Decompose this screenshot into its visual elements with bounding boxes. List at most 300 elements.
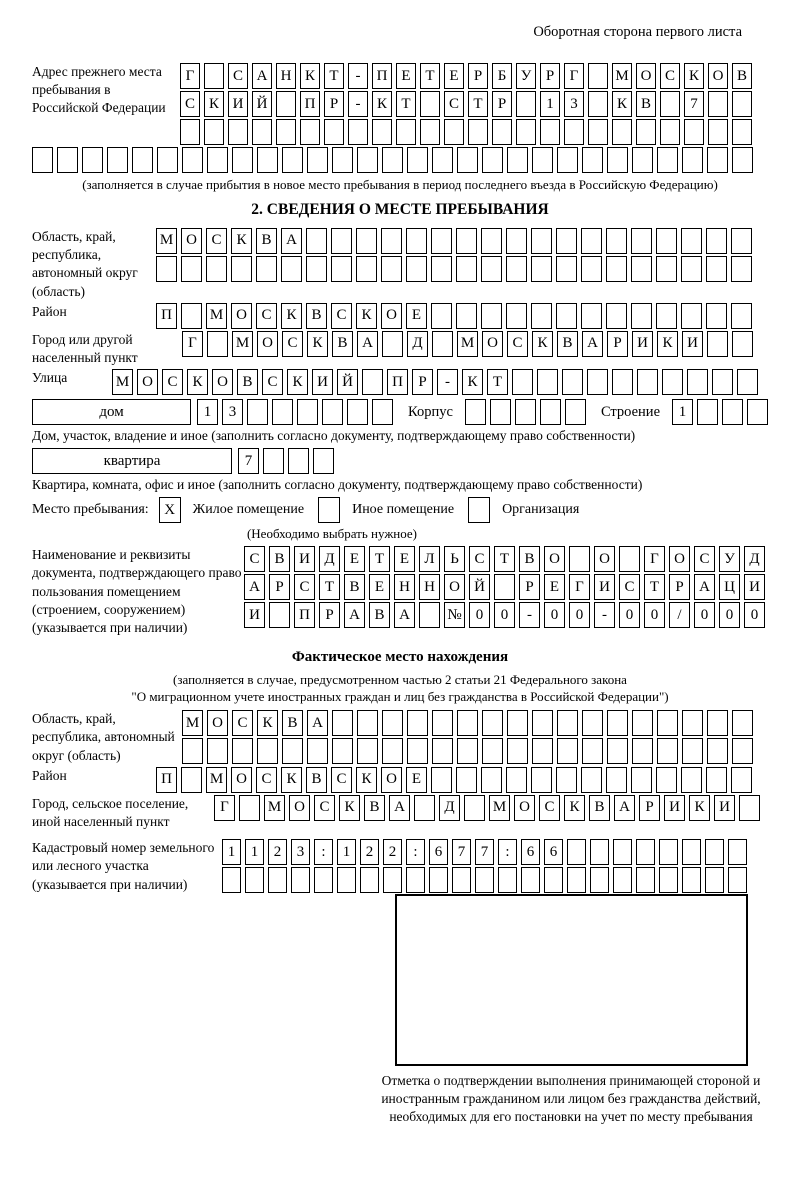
char-cell[interactable]: 1 <box>197 399 218 425</box>
char-cell[interactable]: К <box>689 795 710 821</box>
char-cell[interactable] <box>631 303 652 329</box>
char-cell[interactable] <box>420 119 440 145</box>
char-cell[interactable]: Т <box>494 546 515 572</box>
char-cell[interactable] <box>707 147 728 173</box>
checkbox-other-premises[interactable] <box>318 497 340 523</box>
char-cell[interactable] <box>607 738 628 764</box>
char-cell[interactable]: Р <box>319 602 340 628</box>
char-cell[interactable] <box>657 710 678 736</box>
char-cell[interactable] <box>482 738 503 764</box>
char-cell[interactable]: К <box>287 369 308 395</box>
char-cell[interactable]: В <box>732 63 752 89</box>
char-cell[interactable] <box>582 147 603 173</box>
char-cell[interactable] <box>245 867 264 893</box>
char-cell[interactable] <box>612 369 633 395</box>
char-cell[interactable] <box>507 147 528 173</box>
char-cell[interactable] <box>306 256 327 282</box>
char-cell[interactable]: В <box>557 331 578 357</box>
char-cell[interactable] <box>659 839 678 865</box>
char-cell[interactable] <box>156 256 177 282</box>
char-cell[interactable] <box>429 867 448 893</box>
char-cell[interactable]: М <box>457 331 478 357</box>
char-cell[interactable] <box>606 256 627 282</box>
char-cell[interactable]: Д <box>744 546 765 572</box>
char-cell[interactable] <box>506 303 527 329</box>
char-cell[interactable] <box>681 767 702 793</box>
char-cell[interactable] <box>613 839 632 865</box>
char-cell[interactable] <box>557 147 578 173</box>
char-cell[interactable]: С <box>232 710 253 736</box>
char-cell[interactable]: И <box>632 331 653 357</box>
char-cell[interactable] <box>307 147 328 173</box>
char-cell[interactable]: О <box>381 767 402 793</box>
char-cell[interactable]: М <box>206 303 227 329</box>
char-cell[interactable] <box>612 119 632 145</box>
char-cell[interactable] <box>587 369 608 395</box>
char-cell[interactable]: И <box>244 602 265 628</box>
char-cell[interactable]: 0 <box>569 602 590 628</box>
char-cell[interactable]: С <box>444 91 464 117</box>
char-cell[interactable]: У <box>516 63 536 89</box>
char-cell[interactable] <box>706 228 727 254</box>
char-cell[interactable]: Г <box>564 63 584 89</box>
char-cell[interactable] <box>465 399 486 425</box>
char-cell[interactable]: 6 <box>544 839 563 865</box>
char-cell[interactable]: Т <box>324 63 344 89</box>
char-cell[interactable] <box>684 119 704 145</box>
char-cell[interactable]: К <box>281 767 302 793</box>
char-cell[interactable] <box>356 256 377 282</box>
char-cell[interactable] <box>636 839 655 865</box>
char-cell[interactable]: В <box>256 228 277 254</box>
char-cell[interactable]: Е <box>344 546 365 572</box>
char-cell[interactable]: К <box>372 91 392 117</box>
char-cell[interactable]: И <box>682 331 703 357</box>
apartment-type-box[interactable]: квартира <box>32 448 232 474</box>
char-cell[interactable]: № <box>444 602 465 628</box>
char-cell[interactable] <box>481 767 502 793</box>
char-cell[interactable]: Р <box>669 574 690 600</box>
char-cell[interactable]: С <box>694 546 715 572</box>
char-cell[interactable] <box>406 228 427 254</box>
char-cell[interactable]: Б <box>492 63 512 89</box>
char-cell[interactable]: А <box>357 331 378 357</box>
char-cell[interactable]: - <box>348 91 368 117</box>
char-cell[interactable] <box>619 546 640 572</box>
char-cell[interactable]: О <box>669 546 690 572</box>
char-cell[interactable] <box>682 867 701 893</box>
char-cell[interactable]: Т <box>468 91 488 117</box>
char-cell[interactable] <box>540 399 561 425</box>
char-cell[interactable]: Й <box>337 369 358 395</box>
char-cell[interactable]: В <box>269 546 290 572</box>
char-cell[interactable]: С <box>469 546 490 572</box>
char-cell[interactable] <box>357 147 378 173</box>
char-cell[interactable] <box>272 399 293 425</box>
char-cell[interactable] <box>475 867 494 893</box>
char-cell[interactable] <box>431 767 452 793</box>
char-cell[interactable]: А <box>281 228 302 254</box>
char-cell[interactable]: Г <box>180 63 200 89</box>
char-cell[interactable] <box>457 147 478 173</box>
char-cell[interactable] <box>207 147 228 173</box>
char-cell[interactable] <box>481 303 502 329</box>
char-cell[interactable] <box>257 147 278 173</box>
char-cell[interactable]: С <box>539 795 560 821</box>
char-cell[interactable] <box>181 303 202 329</box>
char-cell[interactable]: Г <box>214 795 235 821</box>
char-cell[interactable] <box>281 256 302 282</box>
char-cell[interactable]: 0 <box>744 602 765 628</box>
char-cell[interactable] <box>728 839 747 865</box>
char-cell[interactable]: 2 <box>360 839 379 865</box>
char-cell[interactable]: В <box>237 369 258 395</box>
char-cell[interactable]: Р <box>639 795 660 821</box>
char-cell[interactable] <box>581 303 602 329</box>
char-cell[interactable]: М <box>489 795 510 821</box>
char-cell[interactable] <box>532 147 553 173</box>
char-cell[interactable] <box>494 574 515 600</box>
char-cell[interactable]: О <box>289 795 310 821</box>
char-cell[interactable] <box>419 602 440 628</box>
char-cell[interactable]: П <box>294 602 315 628</box>
char-cell[interactable]: А <box>252 63 272 89</box>
char-cell[interactable] <box>331 256 352 282</box>
char-cell[interactable] <box>556 256 577 282</box>
char-cell[interactable] <box>521 867 540 893</box>
char-cell[interactable]: А <box>582 331 603 357</box>
char-cell[interactable]: С <box>162 369 183 395</box>
char-cell[interactable] <box>82 147 103 173</box>
char-cell[interactable] <box>313 448 334 474</box>
char-cell[interactable]: О <box>257 331 278 357</box>
char-cell[interactable] <box>722 399 743 425</box>
char-cell[interactable]: А <box>394 602 415 628</box>
char-cell[interactable] <box>382 710 403 736</box>
char-cell[interactable] <box>456 767 477 793</box>
char-cell[interactable] <box>656 303 677 329</box>
char-cell[interactable] <box>204 63 224 89</box>
char-cell[interactable]: А <box>307 710 328 736</box>
char-cell[interactable]: К <box>657 331 678 357</box>
char-cell[interactable] <box>324 119 344 145</box>
char-cell[interactable] <box>516 119 536 145</box>
char-cell[interactable]: М <box>182 710 203 736</box>
char-cell[interactable] <box>531 767 552 793</box>
char-cell[interactable] <box>444 119 464 145</box>
char-cell[interactable] <box>407 738 428 764</box>
char-cell[interactable] <box>556 303 577 329</box>
char-cell[interactable]: П <box>156 767 177 793</box>
char-cell[interactable] <box>662 369 683 395</box>
char-cell[interactable] <box>372 119 392 145</box>
char-cell[interactable] <box>636 119 656 145</box>
char-cell[interactable] <box>731 256 752 282</box>
char-cell[interactable] <box>659 867 678 893</box>
char-cell[interactable]: И <box>294 546 315 572</box>
char-cell[interactable] <box>360 867 379 893</box>
char-cell[interactable]: 0 <box>644 602 665 628</box>
char-cell[interactable]: В <box>306 767 327 793</box>
char-cell[interactable]: В <box>344 574 365 600</box>
char-cell[interactable] <box>228 119 248 145</box>
char-cell[interactable]: В <box>589 795 610 821</box>
char-cell[interactable] <box>581 228 602 254</box>
char-cell[interactable]: К <box>532 331 553 357</box>
char-cell[interactable]: О <box>212 369 233 395</box>
char-cell[interactable]: - <box>437 369 458 395</box>
char-cell[interactable] <box>588 63 608 89</box>
char-cell[interactable] <box>407 710 428 736</box>
char-cell[interactable]: С <box>507 331 528 357</box>
char-cell[interactable]: 0 <box>469 602 490 628</box>
char-cell[interactable]: А <box>389 795 410 821</box>
char-cell[interactable]: Г <box>644 546 665 572</box>
char-cell[interactable]: О <box>444 574 465 600</box>
char-cell[interactable] <box>182 147 203 173</box>
char-cell[interactable]: - <box>519 602 540 628</box>
char-cell[interactable]: Н <box>419 574 440 600</box>
char-cell[interactable] <box>582 710 603 736</box>
char-cell[interactable] <box>457 738 478 764</box>
char-cell[interactable] <box>431 256 452 282</box>
char-cell[interactable] <box>456 303 477 329</box>
char-cell[interactable]: И <box>664 795 685 821</box>
char-cell[interactable] <box>607 710 628 736</box>
char-cell[interactable]: Ц <box>719 574 740 600</box>
char-cell[interactable] <box>708 91 728 117</box>
char-cell[interactable]: С <box>294 574 315 600</box>
char-cell[interactable]: У <box>719 546 740 572</box>
char-cell[interactable]: О <box>231 767 252 793</box>
char-cell[interactable] <box>372 399 393 425</box>
char-cell[interactable] <box>32 147 53 173</box>
char-cell[interactable]: 2 <box>383 839 402 865</box>
char-cell[interactable] <box>107 147 128 173</box>
char-cell[interactable]: О <box>594 546 615 572</box>
char-cell[interactable] <box>657 147 678 173</box>
char-cell[interactable] <box>565 399 586 425</box>
char-cell[interactable]: И <box>744 574 765 600</box>
char-cell[interactable]: М <box>264 795 285 821</box>
char-cell[interactable] <box>567 839 586 865</box>
char-cell[interactable] <box>506 228 527 254</box>
char-cell[interactable]: К <box>356 303 377 329</box>
char-cell[interactable]: Р <box>468 63 488 89</box>
char-cell[interactable] <box>481 228 502 254</box>
char-cell[interactable]: Р <box>607 331 628 357</box>
char-cell[interactable] <box>682 147 703 173</box>
char-cell[interactable] <box>207 738 228 764</box>
char-cell[interactable] <box>706 303 727 329</box>
char-cell[interactable] <box>507 738 528 764</box>
char-cell[interactable] <box>452 867 471 893</box>
char-cell[interactable]: С <box>331 303 352 329</box>
char-cell[interactable]: О <box>482 331 503 357</box>
char-cell[interactable] <box>490 399 511 425</box>
char-cell[interactable]: А <box>694 574 715 600</box>
char-cell[interactable]: П <box>387 369 408 395</box>
char-cell[interactable] <box>432 710 453 736</box>
char-cell[interactable] <box>656 228 677 254</box>
char-cell[interactable] <box>206 256 227 282</box>
char-cell[interactable] <box>681 303 702 329</box>
char-cell[interactable] <box>682 710 703 736</box>
char-cell[interactable]: М <box>232 331 253 357</box>
char-cell[interactable]: М <box>112 369 133 395</box>
char-cell[interactable]: К <box>204 91 224 117</box>
char-cell[interactable]: 0 <box>544 602 565 628</box>
char-cell[interactable] <box>606 767 627 793</box>
char-cell[interactable] <box>322 399 343 425</box>
char-cell[interactable] <box>531 303 552 329</box>
char-cell[interactable]: Т <box>319 574 340 600</box>
char-cell[interactable]: - <box>348 63 368 89</box>
char-cell[interactable] <box>581 256 602 282</box>
char-cell[interactable] <box>207 331 228 357</box>
char-cell[interactable] <box>222 867 241 893</box>
char-cell[interactable]: О <box>207 710 228 736</box>
char-cell[interactable]: Е <box>406 767 427 793</box>
char-cell[interactable]: : <box>406 839 425 865</box>
char-cell[interactable] <box>732 738 753 764</box>
char-cell[interactable] <box>731 303 752 329</box>
char-cell[interactable] <box>697 399 718 425</box>
char-cell[interactable] <box>282 738 303 764</box>
char-cell[interactable]: 7 <box>452 839 471 865</box>
char-cell[interactable]: 3 <box>291 839 310 865</box>
char-cell[interactable] <box>362 369 383 395</box>
char-cell[interactable] <box>57 147 78 173</box>
char-cell[interactable] <box>632 710 653 736</box>
char-cell[interactable] <box>482 147 503 173</box>
char-cell[interactable]: 1 <box>672 399 693 425</box>
char-cell[interactable] <box>456 256 477 282</box>
char-cell[interactable]: К <box>281 303 302 329</box>
char-cell[interactable] <box>712 369 733 395</box>
char-cell[interactable]: К <box>684 63 704 89</box>
char-cell[interactable]: 6 <box>429 839 448 865</box>
char-cell[interactable] <box>562 369 583 395</box>
char-cell[interactable] <box>337 867 356 893</box>
char-cell[interactable]: П <box>372 63 392 89</box>
char-cell[interactable]: Й <box>252 91 272 117</box>
char-cell[interactable] <box>631 256 652 282</box>
char-cell[interactable] <box>681 228 702 254</box>
char-cell[interactable] <box>540 119 560 145</box>
char-cell[interactable]: В <box>519 546 540 572</box>
char-cell[interactable]: В <box>369 602 390 628</box>
char-cell[interactable] <box>732 331 753 357</box>
char-cell[interactable] <box>232 147 253 173</box>
char-cell[interactable]: О <box>181 228 202 254</box>
char-cell[interactable] <box>257 738 278 764</box>
char-cell[interactable]: О <box>544 546 565 572</box>
char-cell[interactable] <box>431 303 452 329</box>
char-cell[interactable]: 1 <box>245 839 264 865</box>
char-cell[interactable]: С <box>660 63 680 89</box>
char-cell[interactable] <box>512 369 533 395</box>
char-cell[interactable] <box>247 399 268 425</box>
char-cell[interactable] <box>707 331 728 357</box>
char-cell[interactable]: - <box>594 602 615 628</box>
char-cell[interactable] <box>382 738 403 764</box>
char-cell[interactable] <box>732 119 752 145</box>
char-cell[interactable] <box>581 767 602 793</box>
char-cell[interactable]: 1 <box>337 839 356 865</box>
char-cell[interactable] <box>498 867 517 893</box>
char-cell[interactable]: Е <box>544 574 565 600</box>
char-cell[interactable]: О <box>231 303 252 329</box>
char-cell[interactable] <box>332 710 353 736</box>
char-cell[interactable]: Т <box>420 63 440 89</box>
char-cell[interactable] <box>567 867 586 893</box>
char-cell[interactable] <box>314 867 333 893</box>
char-cell[interactable]: 1 <box>222 839 241 865</box>
char-cell[interactable]: П <box>300 91 320 117</box>
char-cell[interactable] <box>381 228 402 254</box>
char-cell[interactable]: 7 <box>684 91 704 117</box>
char-cell[interactable]: К <box>307 331 328 357</box>
char-cell[interactable]: В <box>332 331 353 357</box>
char-cell[interactable]: 0 <box>719 602 740 628</box>
char-cell[interactable]: 7 <box>475 839 494 865</box>
char-cell[interactable]: Р <box>519 574 540 600</box>
char-cell[interactable] <box>297 399 318 425</box>
char-cell[interactable]: В <box>306 303 327 329</box>
char-cell[interactable]: С <box>244 546 265 572</box>
char-cell[interactable] <box>707 738 728 764</box>
char-cell[interactable] <box>607 147 628 173</box>
char-cell[interactable]: О <box>514 795 535 821</box>
char-cell[interactable] <box>331 228 352 254</box>
char-cell[interactable]: Н <box>276 63 296 89</box>
char-cell[interactable]: Т <box>487 369 508 395</box>
char-cell[interactable] <box>291 867 310 893</box>
char-cell[interactable]: 3 <box>222 399 243 425</box>
char-cell[interactable]: Г <box>182 331 203 357</box>
char-cell[interactable] <box>531 228 552 254</box>
char-cell[interactable] <box>356 228 377 254</box>
char-cell[interactable] <box>636 867 655 893</box>
char-cell[interactable]: Е <box>444 63 464 89</box>
char-cell[interactable]: 2 <box>268 839 287 865</box>
char-cell[interactable] <box>532 710 553 736</box>
char-cell[interactable] <box>631 767 652 793</box>
char-cell[interactable] <box>515 399 536 425</box>
char-cell[interactable] <box>468 119 488 145</box>
char-cell[interactable]: М <box>612 63 632 89</box>
char-cell[interactable] <box>631 228 652 254</box>
char-cell[interactable] <box>687 369 708 395</box>
char-cell[interactable] <box>180 119 200 145</box>
char-cell[interactable]: С <box>180 91 200 117</box>
char-cell[interactable] <box>705 839 724 865</box>
char-cell[interactable]: 0 <box>694 602 715 628</box>
char-cell[interactable] <box>656 767 677 793</box>
char-cell[interactable] <box>414 795 435 821</box>
char-cell[interactable] <box>708 119 728 145</box>
char-cell[interactable] <box>347 399 368 425</box>
char-cell[interactable]: А <box>344 602 365 628</box>
char-cell[interactable] <box>288 448 309 474</box>
char-cell[interactable] <box>432 147 453 173</box>
char-cell[interactable] <box>606 303 627 329</box>
char-cell[interactable]: Н <box>394 574 415 600</box>
char-cell[interactable] <box>492 119 512 145</box>
char-cell[interactable] <box>269 602 290 628</box>
char-cell[interactable] <box>557 738 578 764</box>
